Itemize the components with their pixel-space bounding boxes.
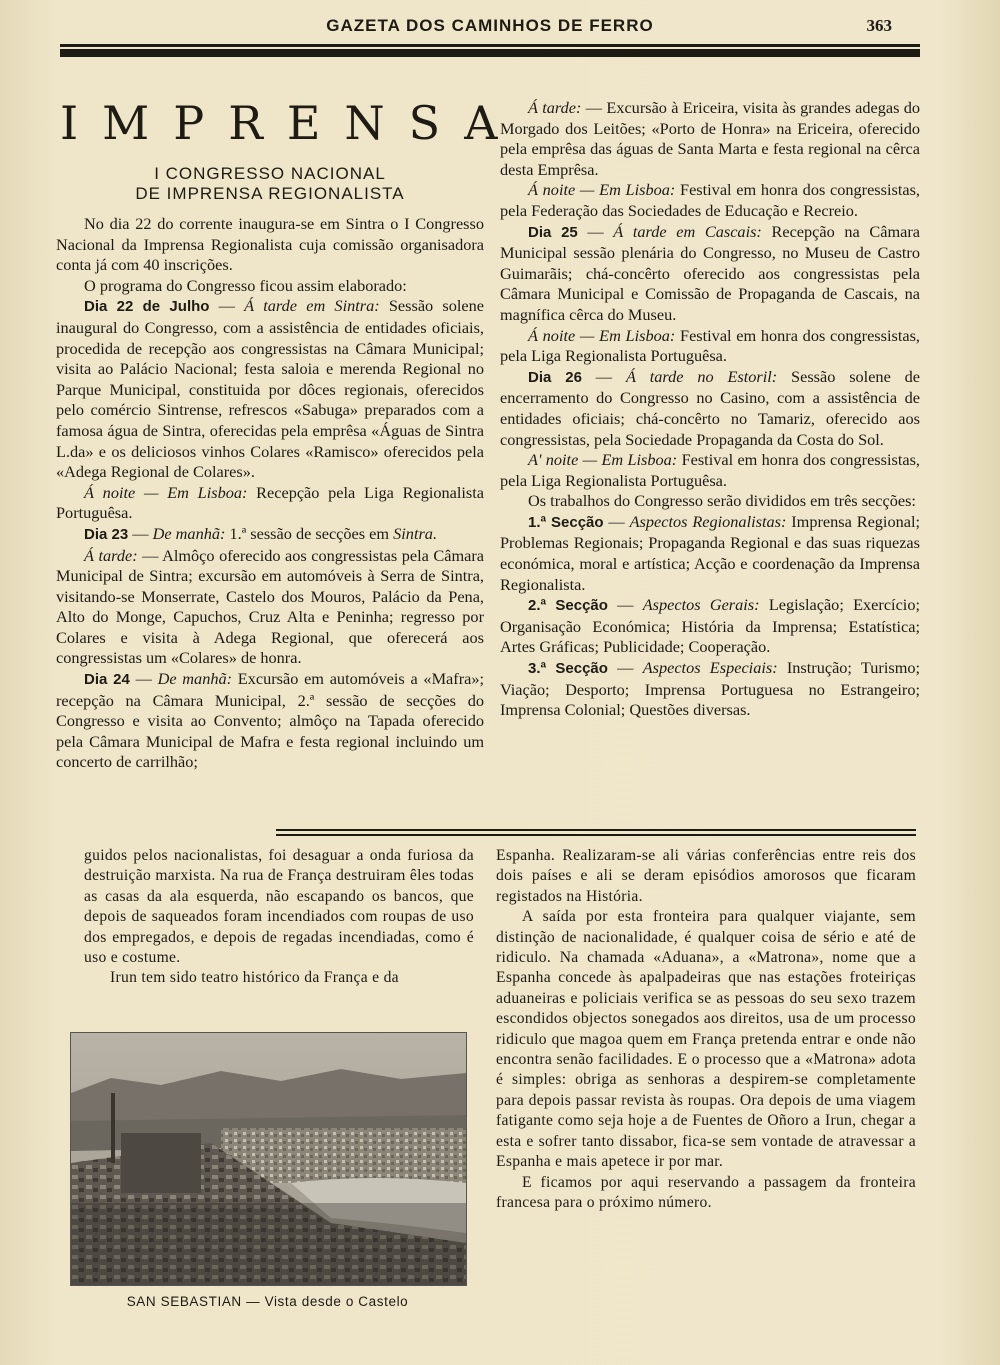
running-header — [60, 16, 920, 40]
day-24-afternoon-when: Á tarde: — [528, 98, 582, 117]
day-26-night-when: A' noite — Em Lisboa: — [528, 450, 678, 470]
header-rule — [60, 44, 920, 57]
day-24-text: Excursão em automóveis a «Mafra»; recepção na Câmara Municipal, 2.ª sessão de secções do Congresso e visita ao Convento; almôço na Tapada oferecido pela Câmara Municipal de Mafra e festa regional incluindo um concerto de carrilhão; — [56, 669, 485, 772]
day-26-text: Sessão solene de encerramento do Congresso no Casino, com a assistência de entidades oficiais; chá-concêrto no Tamariz, oferecido aos congressistas, pela Sociedade Propaganda da Costa do Sol. — [500, 366, 921, 449]
day-24-night-text: Festival em honra dos congressistas, pela Federação das Sociedades de Educação e Recreio. — [500, 180, 920, 220]
sections-intro: Os trabalhos do Congresso serão divididos em três secções: — [528, 491, 916, 511]
day-24-when: De manhã: — [157, 669, 233, 689]
day-26-when: Á tarde no Estoril: — [625, 366, 778, 386]
day-24-entry: Dia 24 — De manhã: Excursão em automóveis a «Mafra»; recepção na Câmara Municipal, 2.ª sessão de secções do Congresso e visita ao Convento; almôço na Tapada oferecido pela Câmara Municipal de Mafra e festa regional incluindo um concerto de carrilhão; — [56, 669, 485, 772]
continuation-paragraph-5: E ficamos por aqui reservando a passagem da fronteira francesa para o próximo número. — [496, 1173, 916, 1211]
page-number: 363 — [866, 16, 892, 35]
day-26-entry: Dia 26 — Á tarde no Estoril: Sessão solene de encerramento do Congresso no Casino, com a assistência de entidades oficiais; chá-concêrto no Tamariz, oferecido aos congressistas, pela Sociedade Propaganda da Costa do Sol. — [500, 366, 921, 449]
day-22-night-entry — [56, 483, 484, 524]
san-sebastian-photo — [70, 1032, 467, 1286]
day-26-label: Dia 26 — [528, 368, 582, 386]
day-25-when: Á tarde em Cascais: — [613, 221, 762, 241]
day-24-label: Dia 24 — [84, 671, 130, 689]
day-24-night-entry — [500, 180, 920, 221]
section-1-label: 1.ª Secção — [528, 513, 604, 531]
section-3-text: Instrução; Turismo; Viação; Desporto; Imprensa Portuguesa no Estrangeiro; Imprensa Colonial; Questões diversas. — [500, 658, 921, 720]
day-23-afternoon-text: Almôço oferecido aos congressistas pela Câmara Municipal de Sintra; excursão em automóveis à Serra de Sintra, visitando-se Monserrate, Castelo dos Mouros, Palácio da Pena, Alto do Monge, Capuchos, Cruz Alta e Peninha; regresso por Colares e visita à Adega Regional, que oferecerá aos congressistas um «Colares» de honra. — [56, 545, 484, 668]
day-25-label: Dia 25 — [528, 223, 578, 241]
section-2-entry: 2.ª Secção — Aspectos Gerais: Legislação; Exercício; Organisação Económica; História da Imprensa; Estatística; Artes Gráficas; Publicidade; Cooperação. — [500, 595, 920, 657]
section-title: IMPRENSA — [60, 96, 522, 150]
day-23-label: Dia 23 — [84, 525, 129, 543]
day-24-night-when: Á noite — Em Lisboa: — [528, 180, 676, 200]
day-22-text: Sessão solene inaugural do Congresso, com a assistência de entidades oficiais, procedida de recepção aos congressistas na Câmara Municipal; visita ao Palácio Nacional; festa saloia e merenda Regional no Parque Municipal, constituida por dôces regionais, oferecidos pelo comércio Sintrense, refrescos «Sabuga» preparados com a famosa água de Sintra, oferecidas pela emprêsa «Águas de Sintra L.da» e os deliciosos vinhos Colares «Ramisco» oferecidos pela «Adega Regional de Colares». — [56, 296, 484, 482]
section-2-label: 2.ª Secção — [528, 597, 608, 615]
article-column-right — [500, 98, 920, 721]
day-22-night-text: Recepção pela Liga Regionalista Portuguêsa. — [56, 482, 484, 523]
paragraph-program: O programa do Congresso ficou assim elaborado: — [84, 275, 407, 295]
day-23-text: 1.ª sessão de secções em — [229, 523, 390, 543]
section-3-label: 3.ª Secção — [528, 660, 608, 678]
day-26-night-text: Festival em honra dos congressistas, pela Liga Regionalista Portuguêsa. — [500, 450, 920, 490]
day-22-entry: Dia 22 de Julho — Á tarde em Sintra: Sessão solene inaugural do Congresso, com a assistência de entidades oficiais, procedida de recepção aos congressistas na Câmara Municipal; visita ao Palácio Nacional; festa saloia e merenda Regional no Parque Municipal, constituida por dôces regionais, oferecidos pelo comércio Sintrense, refrescos «Sabuga» preparados com a famosa água de Sintra, oferecidas pela emprêsa «Águas de Sintra L.da» e os deliciosos vinhos Colares «Ramisco» oferecidos pela «Adega Regional de Colares». — [56, 296, 484, 482]
article-subhead — [56, 164, 484, 204]
continuation-column-right — [496, 846, 916, 1213]
day-22-night-when: Á noite — Em Lisboa: — [84, 482, 248, 502]
section-3-title: Aspectos Especiais: — [642, 658, 778, 678]
day-23-afternoon-when: Á tarde: — [84, 545, 138, 565]
day-23-place: Sintra. — [393, 523, 438, 543]
day-25-night-text: Festival em honra dos congressistas, pela Liga Regionalista Portuguêsa. — [500, 325, 920, 366]
section-3-entry: 3.ª Secção — Aspectos Especiais: Instrução; Turismo; Viação; Desporto; Imprensa Portuguesa no Estrangeiro; Imprensa Colonial; Questões diversas. — [500, 658, 921, 720]
day-25-night-entry — [500, 326, 920, 367]
article-column-left — [56, 96, 522, 773]
day-23-entry: Dia 23 — De manhã: 1.ª sessão de secções em Sintra. — [84, 523, 438, 543]
day-23-when: De manhã: — [152, 523, 226, 543]
subhead-line-1: I CONGRESSO NACIONAL — [154, 164, 386, 183]
continuation-paragraph-1: guidos pelos nacionalistas, foi desaguar a onda furiosa da destruição marxista. Na rua de França destruiram êles todas as casas da ala esquerda, não escapando os bancos, que depois de saqueados foram incendiados com roupas de uso dos empregados, e depois de regadas incendiadas, como é uso e costume. — [84, 847, 474, 967]
paragraph-intro: No dia 22 do corrente inaugura-se em Sintra o I Congresso Nacional da Imprensa Regionalista cuja comissão organisadora conta já com 40 inscrições. — [56, 214, 484, 275]
section-1-entry: 1.ª Secção — Aspectos Regionalistas: Imprensa Regional; Problemas Regionais; Propaganda Regional e das suas riquezas económica, moral e artística; Acção e coordenação da Imprensa Regionalista. — [500, 511, 921, 594]
continuation-paragraph-2: Irun tem sido teatro histórico da França e da — [110, 969, 399, 987]
day-26-night-entry — [500, 450, 920, 491]
day-25-night-when: Á noite — Em Lisboa: — [528, 325, 676, 345]
section-2-text: Legislação; Exercício; Organisação Económica; História da Imprensa; Estatística; Artes Gráficas; Publicidade; Cooperação. — [500, 595, 920, 657]
publication-title: GAZETA DOS CAMINHOS DE FERRO — [326, 16, 654, 35]
continuation-column-left — [84, 846, 474, 989]
article-body-right — [500, 98, 920, 721]
day-24-afternoon-entry: Á tarde: — Excursão à Ericeira, visita às grandes adegas do Morgado dos Leitões; «Porto de Honra» na Ericeira, oferecido pela emprêsa das águas de Santa Marta e festa regional na cêrca desta Emprêsa. — [500, 98, 921, 179]
continuation-paragraph-4: A saída por esta fronteira para qualquer viajante, sem distinção de nacionalidade, é qualquer coisa de sério e até de ridiculo. Na chamada «Aduana», a «Matrona», nome que a Espanha concede às apalpadeiras que nas estações froteiriças aduaneiras e policiais verifica se as pessoas do seu sexo trazem escondidos objectos sonegados aos direitos, usa de um processo ridiculo que magoa quem em França pretenda entrar e onde não encontra senão facilidades. E o processo que a «Matrona» adota é simples: obriga as senhoras a despirem-se completamente para depois passar revista às roupas. Ora depois de uma viagem fatigante como seja hoje a de Fuentes de Oñoro a Irun, chegar a esta e sofrer tanto dissabor, fica-se sem vontade de atravessar a Espanha e mais apetece ir por mar. — [496, 908, 916, 1171]
city-view-image — [71, 1033, 466, 1285]
day-24-afternoon-text: Excursão à Ericeira, visita às grandes adegas do Morgado dos Leitões; «Porto de Honra» na Ericeira, oferecido pela emprêsa das águas de Santa Marta e festa regional na cêrca desta Emprêsa. — [500, 98, 921, 179]
section-2-title: Aspectos Gerais: — [642, 595, 760, 615]
day-23-afternoon-entry: Á tarde: — Almôço oferecido aos congressistas pela Câmara Municipal de Sintra; excursão em automóveis à Serra de Sintra, visitando-se Monserrate, Castelo dos Mouros, Palácio da Pena, Alto do Monge, Capuchos, Cruz Alta e Peninha; regresso por Colares e visita à Adega Regional, que oferecerá aos congressistas um «Colares» de honra. — [56, 545, 484, 668]
subhead-line-2: DE IMPRENSA REGIONALISTA — [135, 184, 405, 203]
article-body-left — [56, 214, 484, 773]
day-25-entry: Dia 25 — Á tarde em Cascais: Recepção na Câmara Municipal sessão plenária do Congresso, no Museu de Castro Guimarãis; chá-concêrto oferecido aos congressistas pela Câmara Municipal e Comissão de Propaganda de Cascais, na magnífica cêrca do Museu. — [500, 221, 921, 324]
day-22-label: Dia 22 de Julho — [84, 298, 210, 316]
day-22-when: Á tarde em Sintra: — [244, 296, 380, 316]
continuation-paragraph-3: Espanha. Realizaram-se ali várias conferências entre reis dos dois países e ali se deram episódios amorosos que ficaram registados na História. — [496, 847, 916, 905]
section-1-title: Aspectos Regionalistas: — [629, 511, 787, 531]
section-1-text: Imprensa Regional; Problemas Regionais; Propaganda Regional e das suas riquezas económica, moral e artística; Acção e coordenação da Imprensa Regionalista. — [500, 511, 921, 594]
day-25-text: Recepção na Câmara Municipal sessão plenária do Congresso, no Museu de Castro Guimarãis; chá-concêrto oferecido aos congressistas pela Câmara Municipal e Comissão de Propaganda de Cascais, na magnífica cêrca do Museu. — [500, 221, 921, 324]
photo-caption: SAN SEBASTIAN — Vista desde o Castelo — [126, 1294, 409, 1309]
article-divider — [276, 829, 916, 836]
